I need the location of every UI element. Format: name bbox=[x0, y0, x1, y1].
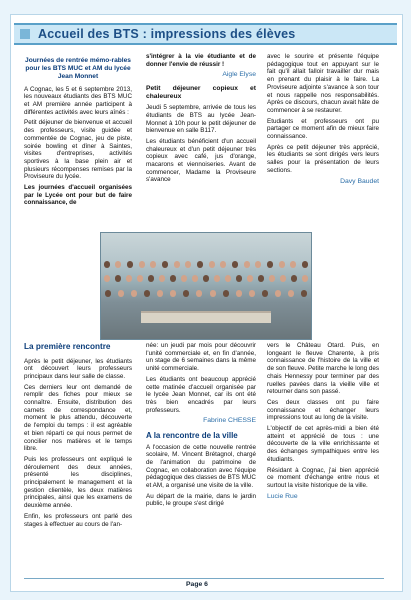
paragraph: Au départ de la mairie, dans le jardin public, le groupe s'est dirigé bbox=[146, 492, 256, 508]
paragraph: Les journées d'accueil organisées par le Lycée ont pour but de faire connaissance, de bbox=[24, 184, 132, 207]
column-3-bottom bbox=[267, 342, 379, 506]
paragraph: L'objectif de cet après-midi a bien été atteint et apprécié de tous : une découverte de la ville enrichissante et des échanges sympathiques entre les étudiants. bbox=[267, 425, 379, 463]
page-number: Page 6 bbox=[186, 581, 208, 588]
paragraph: Ces derniers leur ont demandé de remplir des fiches pour mieux se connaître. Ensuite, distribution des carnets de correspondance et, moment le plus attendu, découverte de l'emploi du temps : il est agréable et bien réparti ce qui nous permet de concilier nos matières et le temps libre. bbox=[24, 383, 132, 453]
photo-table bbox=[141, 311, 271, 323]
paragraph: Puis les professeurs ont expliqué le déroulement des deux années, présenté les disciplines, principalement le management et la gestion clientèle, les deux matières principales, ainsi que les examens de deuxième année. bbox=[24, 455, 132, 510]
column-2-top bbox=[146, 53, 256, 187]
column-1-bottom bbox=[24, 342, 132, 531]
paragraph: Jeudi 5 septembre, arrivée de tous les étudiants de BTS au lycée Jean-Monnet à 10h pour le petit déjeuner de bienvenue en salle B117. bbox=[146, 104, 256, 135]
section-heading: A la rencontre de la ville bbox=[146, 431, 238, 441]
paragraph: Après ce petit déjeuner très apprécié, les étudiants se sont dirigés vers leurs salles pour la présentation de leurs sections. bbox=[267, 143, 379, 174]
article-header bbox=[14, 23, 397, 45]
photo-row-middle bbox=[101, 275, 311, 282]
header-bullet-icon bbox=[20, 29, 30, 39]
author-signature: Fabrine CHESSE bbox=[203, 417, 256, 425]
column-3-top bbox=[267, 53, 379, 191]
footer-rule bbox=[24, 578, 384, 579]
column-2-bottom bbox=[146, 342, 256, 511]
paragraph: A l'occasion de cette nouvelle rentrée scolaire, M. Vincent Brétagnol, chargé de l'animation du patrimoine de Cognac, en collaboration avec l'équipe pédagogique des classes de BTS MUC et AM, a organisé une visite de la ville. bbox=[146, 443, 256, 490]
paragraph: A Cognac, les 5 et 6 septembre 2013, les nouveaux étudiants des BTS MUC et AM première année participent à différentes activités avec leurs aînés : bbox=[24, 85, 132, 116]
author-signature: Davy Baudet bbox=[340, 177, 379, 185]
paragraph: Enfin, les professeurs ont parlé des stages à effectuer au cours de l'an- bbox=[24, 512, 132, 528]
photo-row-back bbox=[101, 261, 311, 268]
column-1-top bbox=[24, 53, 132, 210]
paragraph: Petit déjeuner de bienvenue et accueil des professeurs, visite guidée et commentée de Cognac, jeu de piste, soirée bowling et dîner à Saintes, visites d'entreprises, activités sportives à la base plein air et plusieurs récompenses remises par la Proviseure du lycée. bbox=[24, 119, 132, 181]
photo-row-front bbox=[101, 290, 311, 297]
author-signature: Lucie Rue bbox=[267, 492, 298, 500]
article-title: Accueil des BTS : impressions des élèves bbox=[38, 27, 296, 41]
group-photo bbox=[100, 232, 312, 340]
paragraph: vers le Château Otard. Puis, en longeant le fleuve Charente, à pris connaissance de l'histoire de la ville et de son fleuve. Petite marche le long des chais Hennessy pour terminer par des ruelles pavées dans la vieille ville et retourner dans son passé. bbox=[267, 342, 380, 396]
paragraph: Ces deux classes ont pu faire connaissance et échanger leurs impressions tout au long de la visite. bbox=[267, 398, 379, 422]
paragraph: Après le petit déjeuner, les étudiants ont découvert leurs professeurs principaux dans leur salle de classe. bbox=[24, 357, 132, 380]
paragraph: née: un jeudi par mois pour découvrir l'unité commerciale et, en fin d'année, un stage de 6 semaines dans la même unité commerciale. bbox=[146, 342, 256, 373]
author-signature: Aigle Elyse bbox=[222, 71, 256, 79]
paragraph: avec le sourire et présente l'équipe pédagogique tout en appuyant sur le fait qu'il allait falloir travailler dur mais en prenant du plaisir à le faire. La Proviseure adjointe s'avance à son tour et nous rappelle nos responsabilités. Après ce discours, chacun avait hâte de commencer à se restaurer. bbox=[267, 53, 379, 114]
paragraph: Les étudiants bénéficient d'un accueil chaleureux et d'un petit déjeuner très copieux avec café, jus d'orange, macarons et viennoiseries. Avant de commencer, Madame la Proviseure s'avance bbox=[146, 137, 256, 184]
paragraph: Les étudiants ont beaucoup apprécié cette matinée d'accueil organisée par le lycée Jean Monnet, car ils ont été très bien encadrés par leurs professeurs. bbox=[146, 375, 256, 414]
paragraph: Résidant à Cognac, j'ai bien apprécié ce moment d'échange entre nous et surtout la visite historique de la ville. bbox=[267, 466, 379, 489]
paragraph: s'intégrer à la vie étudiante et de donner l'envie de réussir ! bbox=[146, 53, 256, 68]
section-heading: La première rencontre bbox=[24, 342, 111, 351]
lead-heading: Journées de rentrée mémo-rables pour les BTS MUC et AM du lycée Jean Monnet bbox=[25, 57, 131, 81]
paragraph: Etudiants et professeurs ont pu partager ce moment afin de mieux faire connaissance. bbox=[267, 117, 379, 141]
section-heading: Petit déjeuner copieux et chaleureux bbox=[146, 85, 256, 101]
